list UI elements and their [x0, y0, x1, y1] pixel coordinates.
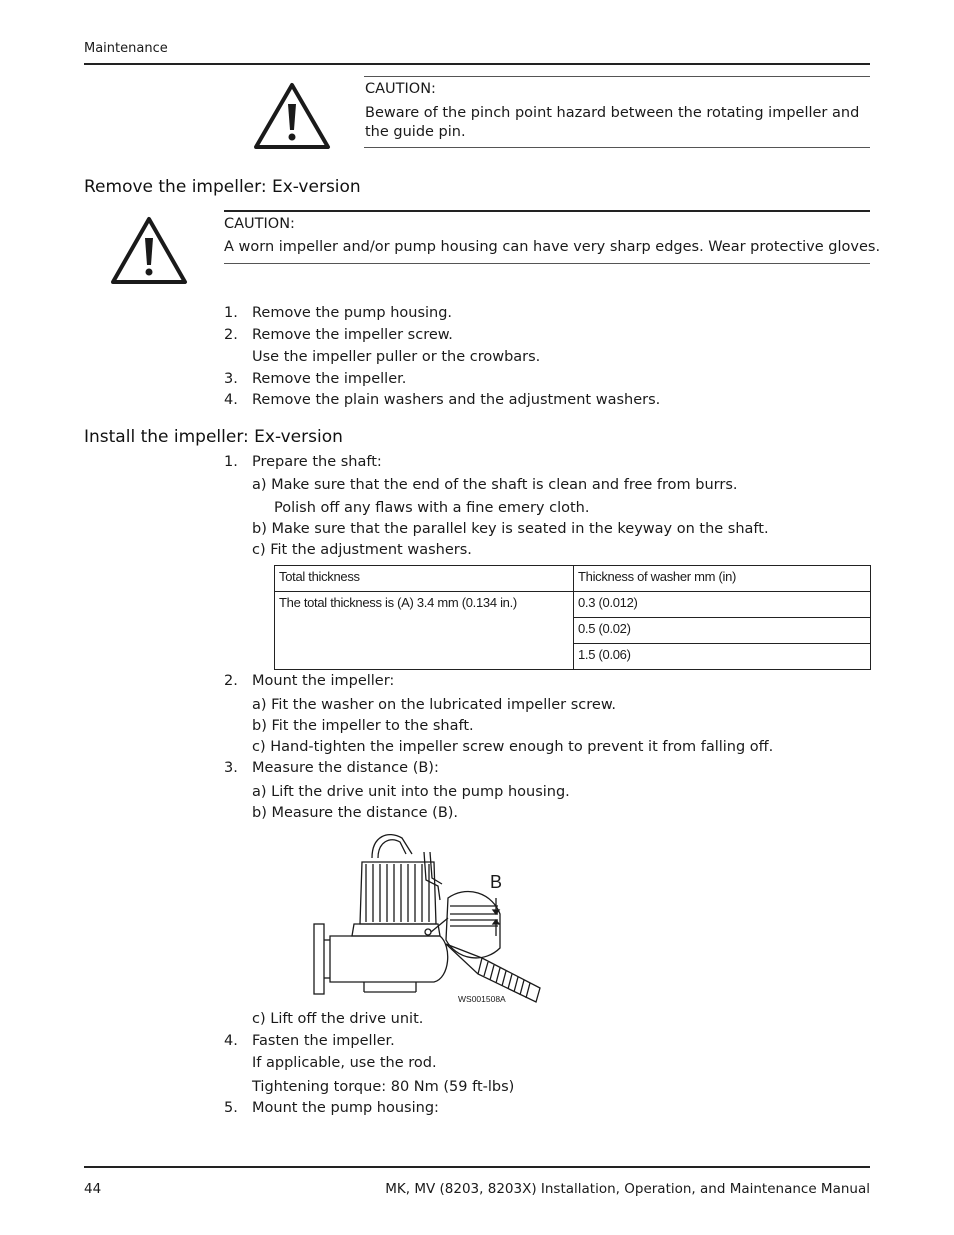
table-cell: The total thickness is (A) 3.4 mm (0.134 in.) [275, 592, 574, 670]
warning-icon [252, 80, 332, 150]
warning-icon [109, 214, 189, 286]
pump-measurement-figure [300, 828, 550, 1010]
step-note: Use the impeller puller or the crowbars. [252, 349, 541, 365]
caution-top-rule [224, 210, 870, 212]
substep-text: c) Hand-tighten the impeller screw enough to prevent it from falling off. [252, 739, 774, 755]
substep-text: a) Lift the drive unit into the pump housing. [252, 784, 570, 800]
step-text: Measure the distance (B): [252, 760, 439, 776]
caution-bottom-rule [224, 263, 870, 264]
step-text: Remove the impeller. [252, 371, 407, 387]
step-number: 1. [224, 305, 238, 321]
caution-text: A worn impeller and/or pump housing can have very sharp edges. Wear protective gloves. [224, 239, 881, 255]
running-header: Maintenance [84, 41, 168, 56]
step-text: Mount the pump housing: [252, 1100, 439, 1116]
step-note: Tightening torque: 80 Nm (59 ft-lbs) [252, 1079, 515, 1095]
table-header-row [275, 566, 871, 592]
substep-text: c) Lift off the drive unit. [252, 1011, 424, 1027]
table-header-cell: Thickness of washer mm (in) [574, 566, 871, 592]
table-row [275, 592, 871, 618]
step-number: 2. [224, 673, 238, 689]
substep-note: Polish off any flaws with a fine emery cloth. [274, 500, 590, 516]
step-number: 5. [224, 1100, 238, 1116]
step-text: Fasten the impeller. [252, 1033, 395, 1049]
step-text: Prepare the shaft: [252, 454, 382, 470]
caution-bottom-rule [364, 147, 870, 148]
step-number: 4. [224, 1033, 238, 1049]
step-number: 4. [224, 392, 238, 408]
substep-text: b) Fit the impeller to the shaft. [252, 718, 474, 734]
substep-text: a) Make sure that the end of the shaft is clean and free from burrs. [252, 477, 738, 493]
caution-title: CAUTION: [365, 81, 436, 97]
step-number: 2. [224, 327, 238, 343]
step-text: Mount the impeller: [252, 673, 395, 689]
figure-code: WS001508A [458, 994, 506, 1004]
table-cell: 0.5 (0.02) [574, 618, 871, 644]
step-number: 1. [224, 454, 238, 470]
header-rule [84, 63, 870, 65]
caution-text: Beware of the pinch point hazard between the rotating impeller and the guide pin. [365, 105, 860, 140]
section-heading-remove: Remove the impeller: Ex-version [84, 177, 361, 197]
caution-title: CAUTION: [224, 216, 295, 232]
footer-rule [84, 1166, 870, 1168]
substep-text: c) Fit the adjustment washers. [252, 542, 472, 558]
section-heading-install: Install the impeller: Ex-version [84, 427, 343, 447]
step-text: Remove the pump housing. [252, 305, 453, 321]
table-cell: 1.5 (0.06) [574, 644, 871, 670]
step-note: If applicable, use the rod. [252, 1055, 437, 1071]
step-number: 3. [224, 371, 238, 387]
caution-top-rule [364, 76, 870, 77]
page-number: 44 [84, 1181, 102, 1197]
table-header-cell: Total thickness [275, 566, 574, 592]
washer-table [274, 565, 871, 670]
substep-text: a) Fit the washer on the lubricated impeller screw. [252, 697, 616, 713]
step-number: 3. [224, 760, 238, 776]
figure-label-b: B [490, 872, 503, 892]
step-text: Remove the plain washers and the adjustment washers. [252, 392, 661, 408]
substep-text: b) Measure the distance (B). [252, 805, 459, 821]
step-text: Remove the impeller screw. [252, 327, 453, 343]
substep-text: b) Make sure that the parallel key is seated in the keyway on the shaft. [252, 521, 769, 537]
footer-title: MK, MV (8203, 8203X) Installation, Operation, and Maintenance Manual [385, 1181, 870, 1197]
table-cell: 0.3 (0.012) [574, 592, 871, 618]
